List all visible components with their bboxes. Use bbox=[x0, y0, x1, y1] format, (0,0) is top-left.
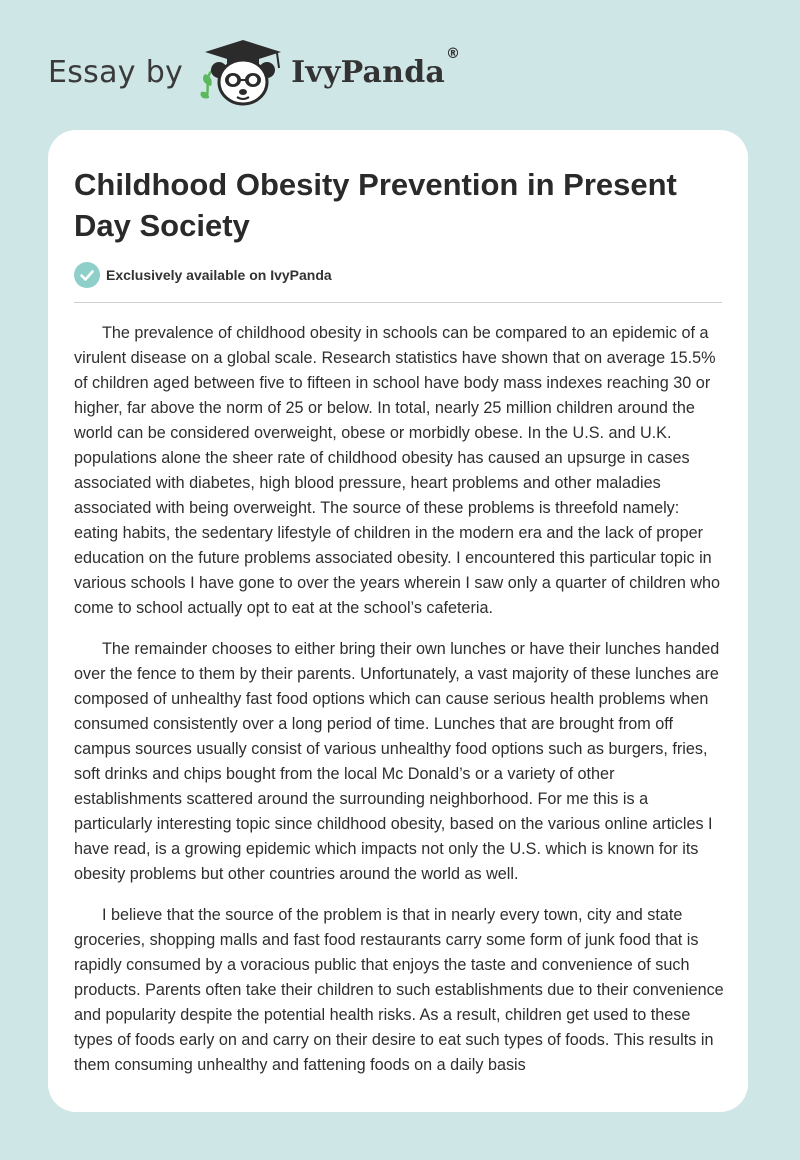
brand-name: IvyPanda bbox=[291, 54, 446, 90]
brand-header bbox=[48, 36, 460, 108]
paragraph: The prevalence of childhood obesity in schools can be compared to an epidemic of a virulent disease on a global scale. Research statistics have shown that on average 15.5% of children aged between five to fifteen in school have body mass indexes reaching 30 or higher, far above the norm of 25 or below. In total, nearly 25 million children around the world can be considered overweight, obese or morbidly obese. In the U.S. and U.K. populations alone the sheer rate of childhood obesity has caused an upsurge in cases associated with diabetes, high blood pressure, heart problems and other maladies associated with being overweight. The source of these problems is threefold namely: eating habits, the sedentary lifestyle of children in the modern era and the lack of proper education on the future problems associated obesity. I encountered this particular topic in various schools I have gone to over the years wherein I saw only a quarter of children who come to school actually opt to eat at the school’s cafeteria. bbox=[74, 324, 721, 617]
paragraph: The remainder chooses to either bring their own lunches or have their lunches handed over the fence to them by their parents. Unfortunately, a vast majority of these lunches are composed of unhealthy fast food options which can cause serious health problems when consumed consistently over a long period of time. Lunches that are brought from off campus sources usually consist of various unhealthy food options such as burgers, fries, soft drinks and chips bought from the local Mc Donald’s or a variety of other establishments scattered around the surrounding neighborhood. For me this is a particularly interesting topic since childhood obesity, based on the various online articles I have read, is a growing epidemic which impacts not only the U.S. which is known for its obesity problems but other countries around the world as well. bbox=[74, 640, 720, 883]
essay-card bbox=[48, 130, 748, 1112]
paragraph: I believe that the source of the problem is that in nearly every town, city and state groceries, shopping malls and fast food restaurants carry some form of junk food that is rapidly consumed by a voracious public that enjoys the taste and convenience of such products. Parents often take their children to such establishments due to their convenience and popularity despite the potential health risks. As a result, children get used to these types of foods early on and carry on their desire to eat such types of foods. This results in them consuming unhealthy and fattening foods on a daily basis bbox=[74, 906, 724, 1074]
panda-graduate-icon bbox=[197, 36, 289, 108]
exclusive-badge bbox=[74, 262, 332, 288]
registered-mark: ® bbox=[446, 46, 461, 62]
brand-prefix: Essay by bbox=[48, 54, 184, 90]
essay-title: Childhood Obesity Prevention in Present Day Society bbox=[74, 167, 677, 243]
essay-body bbox=[74, 321, 726, 1094]
divider bbox=[74, 302, 722, 303]
badge-text: Exclusively available on IvyPanda bbox=[106, 267, 332, 283]
check-circle-icon bbox=[74, 262, 100, 288]
